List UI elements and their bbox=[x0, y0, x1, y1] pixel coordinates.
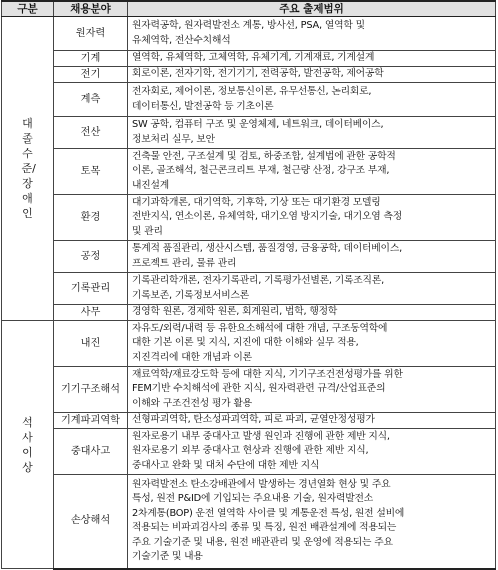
field-cell: 원자력 bbox=[54, 17, 128, 51]
field-cell: 중대사고 bbox=[54, 429, 128, 475]
scope-cell: 열역학, 유체역학, 고체역학, 유체기계, 기계재료, 기계설계 bbox=[128, 51, 496, 67]
table-row bbox=[2, 367, 496, 413]
table-row bbox=[2, 305, 496, 321]
scope-cell: 전자회로, 제어이론, 정보통신이론, 유무선통신, 논리회로, 데이터통신, 발전공학 등 기초이론 bbox=[128, 83, 496, 117]
field-cell: 기계 bbox=[54, 51, 128, 67]
scope-cell: 대기과학개론, 대기역학, 기후학, 기상 또는 대기환경 모델링 전반지식, 연소이론, 유체역학, 대기오염 방지기술, 대기오염 측정 및 관리 bbox=[128, 195, 496, 241]
table-row bbox=[2, 475, 496, 569]
group-label-undergrad: 대졸수준/장애인 bbox=[21, 117, 36, 220]
scope-cell: 원자력공학, 원자력발전소 계통, 방사선, PSA, 열역학 및 유체역학, 전산수치해석 bbox=[128, 17, 496, 51]
scope-cell: 통계적 품질관리, 생산시스템, 품질경영, 금융공학, 데이터베이스, 프로젝트 관리, 물류 관리 bbox=[128, 241, 496, 273]
exam-scope-table-wrapper bbox=[1, 0, 495, 570]
header-scope: 주요 출제범위 bbox=[128, 1, 496, 17]
scope-cell: SW 공학, 컴퓨터 구조 및 운영체제, 네트워크, 데이터베이스, 정보처리 실무, 보안 bbox=[128, 117, 496, 149]
scope-cell: 자유도/외력/내력 등 유한요소해석에 대한 개념, 구조동역학에 대한 기본 이론 및 지식, 지진에 대한 이해와 실무 적용, 지진격리에 대한 개념과 이론 bbox=[128, 321, 496, 367]
group-cell-masters bbox=[2, 321, 54, 569]
scope-cell: 경영학 원론, 경제학 원론, 회계원리, 법학, 행정학 bbox=[128, 305, 496, 321]
table-row bbox=[2, 117, 496, 149]
scope-cell: 원자력발전소 탄소강배관에서 발생하는 경년열화 현상 및 주요 특성, 원전 P&ID에 기입되는 주요내용 기술, 원자력발전소 2차계통(BOP) 운전 열역학 사이클 및 계통운전 특성, 원전 설비에 적용되는 비파괴검사의 종류 및 특징, 원전 배관설계에 적용되는 주요 기술기준 및 내용, 원전 배관관리 및 운영에 적용되는 주요 기술기준 및 내용 bbox=[128, 475, 496, 569]
table-row bbox=[2, 17, 496, 51]
scope-cell: 기록관리학개론, 전자기록관리, 기록평가선별론, 기록조직론, 기록보존, 기록정보서비스론 bbox=[128, 273, 496, 305]
scope-cell: 회로이론, 전자기학, 전기기기, 전력공학, 발전공학, 제어공학 bbox=[128, 67, 496, 83]
field-cell: 기기구조해석 bbox=[54, 367, 128, 413]
field-cell: 사무 bbox=[54, 305, 128, 321]
field-cell: 기계파괴역학 bbox=[54, 413, 128, 429]
field-cell: 전기 bbox=[54, 67, 128, 83]
table-row bbox=[2, 413, 496, 429]
field-cell: 손상해석 bbox=[54, 475, 128, 569]
table-row bbox=[2, 149, 496, 195]
table-row bbox=[2, 195, 496, 241]
field-cell: 전산 bbox=[54, 117, 128, 149]
table-row bbox=[2, 241, 496, 273]
exam-scope-table bbox=[1, 0, 496, 570]
scope-cell: 재료역학/재료강도학 등에 대한 지식, 기기구조건전성평가를 위한 FEM기반 수치해석에 관한 지식, 원자력관련 규격/산업표준의 이해와 구조건전성 평가 활용 bbox=[128, 367, 496, 413]
field-cell: 내진 bbox=[54, 321, 128, 367]
group-label-masters: 석사이상 bbox=[22, 415, 33, 474]
field-cell: 환경 bbox=[54, 195, 128, 241]
table-row bbox=[2, 67, 496, 83]
table-header-row bbox=[2, 1, 496, 17]
table-row bbox=[2, 51, 496, 67]
table-row bbox=[2, 273, 496, 305]
field-cell: 토목 bbox=[54, 149, 128, 195]
table-row bbox=[2, 83, 496, 117]
field-cell: 계측 bbox=[54, 83, 128, 117]
header-group: 구분 bbox=[2, 1, 54, 17]
scope-cell: 건축물 안전, 구조설계 및 검토, 하중조합, 설계법에 관한 공학적 이론, 골조해석, 철근콘크리트 부재, 철근량 산정, 강구조 부재, 내진설계 bbox=[128, 149, 496, 195]
table-row bbox=[2, 321, 496, 367]
table-row bbox=[2, 429, 496, 475]
scope-cell: 원자로용기 내부 중대사고 발생 원인과 진행에 관한 제반 지식, 원자로용기 외부 중대사고 현상과 진행에 관한 제반 지식, 중대사고 완화 및 대처 수단에 대한 제반 지식 bbox=[128, 429, 496, 475]
scope-cell: 선형파괴역학, 탄소성파괴역학, 피로 파괴, 균열안정성평가 bbox=[128, 413, 496, 429]
group-cell-undergrad bbox=[2, 17, 54, 321]
field-cell: 기록관리 bbox=[54, 273, 128, 305]
field-cell: 공정 bbox=[54, 241, 128, 273]
header-field: 채용분야 bbox=[54, 1, 128, 17]
